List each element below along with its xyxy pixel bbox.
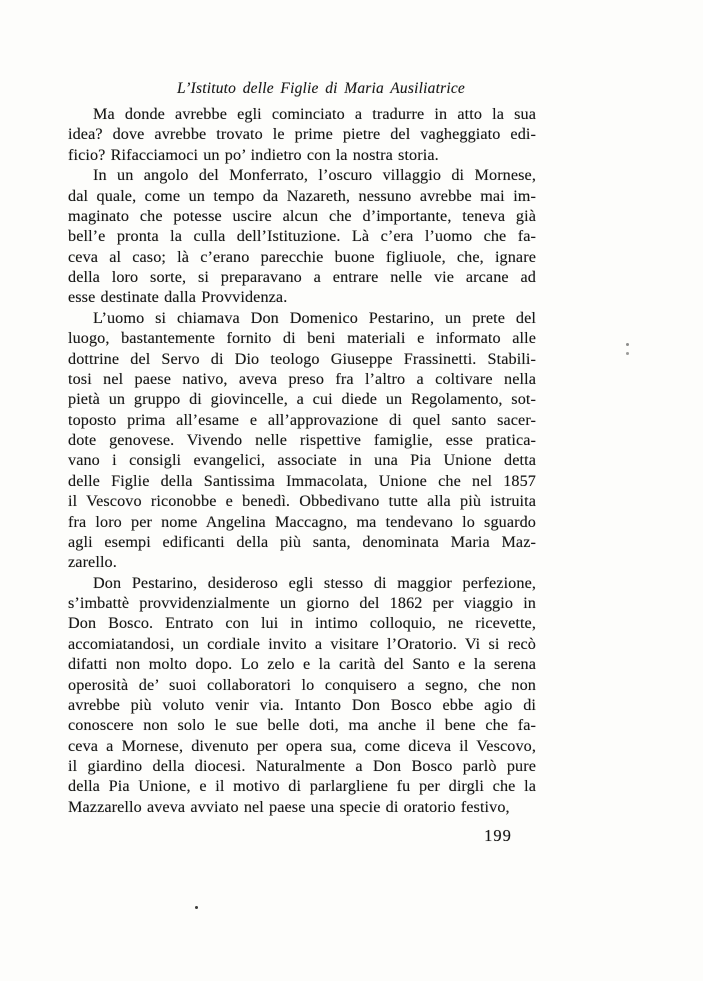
text-line: esse destinate dalla Provvidenza. — [68, 288, 288, 307]
text-line: In un angolo del Monferrato, l’oscuro villaggio di Mornese, — [93, 166, 536, 185]
text-line: dal quale, come un tempo da Nazareth, nessuno avrebbe mai im- — [68, 186, 536, 205]
text-line: zarello. — [68, 553, 117, 572]
text-line: tosi nel paese nativo, aveva preso fra l’altro a coltivare nella — [68, 369, 536, 388]
text-line: L’uomo si chiamava Don Domenico Pestarino, un prete del — [93, 308, 536, 327]
text-line: Don Pestarino, desideroso egli stesso di maggior perfezione, — [93, 573, 536, 592]
text-line: accomiatandosi, un cordiale invito a visitare l’Oratorio. Vi si recò — [68, 634, 536, 653]
scan-speck — [626, 343, 629, 346]
text-line: delle Figlie della Santissima Immacolata, Unione che nel 1857 — [68, 471, 536, 490]
text-line: Mazzarello aveva avviato nel paese una specie di oratorio festivo, — [68, 797, 510, 816]
text-line: dottrine del Servo di Dio teologo Giuseppe Frassinetti. Stabili- — [68, 349, 536, 368]
scan-speck — [626, 352, 629, 355]
text-line: maginato che potesse uscire alcun che d’importante, teneva già — [68, 206, 536, 225]
body-text — [68, 104, 536, 817]
text-line: difatti non molto dopo. Lo zelo e la carità del Santo e la serena — [68, 655, 536, 674]
text-line: luogo, bastantemente fornito di beni materiali e informato alle — [68, 329, 536, 348]
text-line: pietà un gruppo di giovincelle, a cui diede un Regolamento, sot- — [68, 390, 536, 409]
text-line: ceva al caso; là c’erano parecchie buone figliuole, che, ignare — [68, 247, 536, 266]
text-line: dote genovese. Vivendo nelle rispettive famiglie, esse pratica- — [68, 431, 536, 449]
text-line: fra loro per nome Angelina Maccagno, ma tendevano lo sguardo — [68, 512, 536, 531]
text-line: della loro sorte, si preparavano a entrare nelle vie arcane ad — [68, 268, 536, 286]
scan-speck — [195, 906, 198, 909]
text-line: vano i consigli evangelici, associate in una Pia Unione detta — [68, 451, 536, 470]
text-line: operosità de’ suoi collaboratori lo conquisero a segno, che non — [68, 675, 536, 694]
text-line: toposto prima all’esame e all’approvazione di quel santo sacer- — [68, 410, 536, 429]
text-line: della Pia Unione, e il motivo di parlargliene fu per dirgli che la — [68, 777, 536, 796]
text-line: s’imbattè provvidenzialmente un giorno del 1862 per viaggio in — [68, 594, 536, 612]
text-line: bell’e pronta la culla dell’Istituzione. Là c’era l’uomo che fa- — [68, 227, 536, 246]
text-line: il Vescovo riconobbe e benedì. Obbedivano tutte alla più istruita — [68, 492, 536, 511]
text-line: ficio? Rifacciamoci un po’ indietro con la nostra storia. — [68, 145, 439, 164]
running-header: L’Istituto delle Figlie di Maria Ausiliatrice — [177, 80, 465, 97]
page-number: 199 — [484, 826, 512, 845]
text-line: ceva a Mornese, divenuto per opera sua, come diceva il Vescovo, — [68, 736, 536, 755]
text-line: conoscere non solo le sue belle doti, ma anche il bene che fa- — [68, 716, 536, 735]
text-line: avrebbe più voluto venir via. Intanto Don Bosco ebbe agio di — [68, 695, 536, 714]
text-line: idea? dove avrebbe trovato le prime pietre del vagheggiato edi- — [68, 125, 536, 144]
text-line: agli esempi edificanti della più santa, denominata Maria Maz- — [68, 532, 536, 551]
text-line: il giardino della diocesi. Naturalmente a Don Bosco parlò pure — [68, 757, 536, 775]
text-line: Ma donde avrebbe egli cominciato a tradurre in atto la sua — [93, 105, 536, 123]
text-line: Don Bosco. Entrato con lui in intimo colloquio, ne ricevette, — [68, 614, 536, 633]
